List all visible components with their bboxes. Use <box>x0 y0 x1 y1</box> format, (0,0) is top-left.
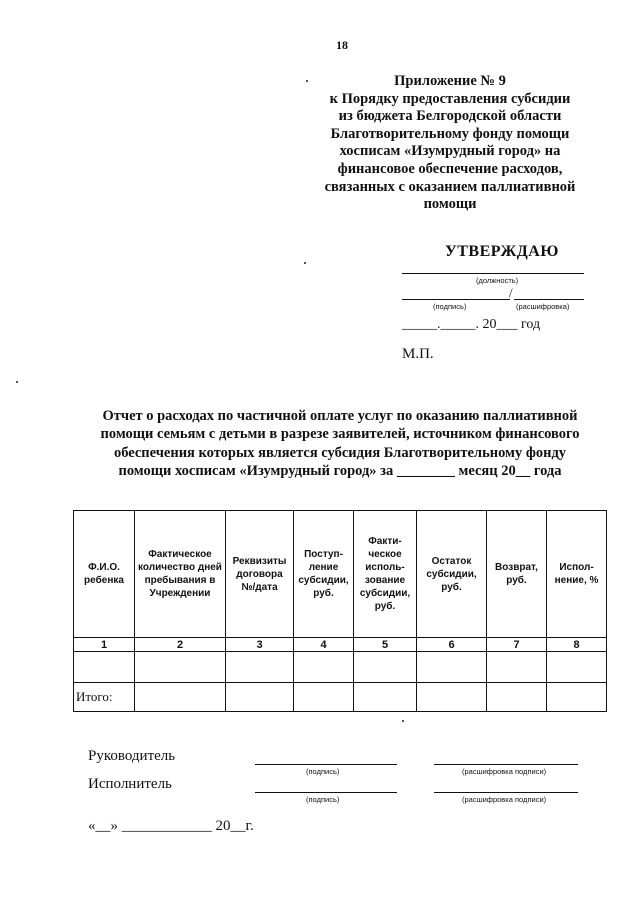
head-decoding-line <box>434 764 578 765</box>
column-number: 4 <box>294 638 354 652</box>
data-cell[interactable] <box>417 652 487 683</box>
head-signature-caption: (подпись) <box>306 767 340 776</box>
appendix-line: связанных с оказанием паллиативной <box>324 178 576 195</box>
data-cell[interactable] <box>354 652 417 683</box>
data-cell[interactable] <box>294 652 354 683</box>
executor-decoding-line <box>434 792 578 793</box>
total-label: Итого: <box>74 683 135 712</box>
column-number-row <box>74 638 607 652</box>
appendix-line: помощи <box>423 196 477 213</box>
total-cell[interactable] <box>226 683 294 712</box>
data-cell[interactable] <box>135 652 226 683</box>
scan-speck <box>16 381 18 383</box>
decoding-line <box>514 299 584 300</box>
data-cell[interactable] <box>487 652 547 683</box>
appendix-line: Благотворительному фонду помощи <box>330 125 570 142</box>
approval-title: УТВЕРЖДАЮ <box>445 243 559 260</box>
slash-separator: / <box>509 285 513 300</box>
column-number: 6 <box>417 638 487 652</box>
table-row <box>74 652 607 683</box>
position-line <box>402 273 584 274</box>
header-cell-contract: Реквизиты договора №/дата <box>226 511 294 638</box>
position-caption: (должность) <box>476 276 519 285</box>
executor-signature-caption: (подпись) <box>306 795 340 804</box>
header-cell-refund: Возврат, руб. <box>487 511 547 638</box>
column-number: 2 <box>135 638 226 652</box>
header-cell-execution: Испол-нение, % <box>547 511 607 638</box>
header-cell-used: Факти-ческое исполь-зование субсидии, руб. <box>354 511 417 638</box>
scan-speck <box>306 80 308 82</box>
scan-speck <box>304 262 306 264</box>
column-number: 8 <box>547 638 607 652</box>
total-cell[interactable] <box>417 683 487 712</box>
header-cell-days: Фактическое количество дней пребывания в Учреждении <box>135 511 226 638</box>
report-title-line: помощи хосписам «Изумрудный город» за ________ месяц 20__ года <box>118 463 562 480</box>
executor-decoding-caption: (расшифровка подписи) <box>462 795 547 804</box>
appendix-line: Приложение № 9 <box>394 73 506 89</box>
page-number: 18 <box>336 38 348 52</box>
data-cell[interactable] <box>547 652 607 683</box>
header-cell-received: Поступ-ление субсидии, руб. <box>294 511 354 638</box>
stamp-placeholder: М.П. <box>402 346 434 362</box>
executor-signature-line <box>255 792 397 793</box>
column-number: 7 <box>487 638 547 652</box>
column-number: 3 <box>226 638 294 652</box>
total-cell[interactable] <box>547 683 607 712</box>
data-cell[interactable] <box>226 652 294 683</box>
appendix-line: к Порядку предоставления субсидии <box>329 90 571 107</box>
head-decoding-caption: (расшифровка подписи) <box>462 767 547 776</box>
report-title-line: Отчет о расходах по частичной оплате услуг по оказанию паллиативной <box>102 408 578 424</box>
column-number: 1 <box>74 638 135 652</box>
appendix-header <box>300 73 600 214</box>
total-cell[interactable] <box>135 683 226 712</box>
report-title-line: помощи семьям с детьми в разрезе заявителей, источником финансового <box>100 426 580 443</box>
report-title-line: обеспечения которых является субсидия Благотворительному фонду <box>113 444 567 461</box>
approval-date: _____._____. 20___ год <box>402 317 541 332</box>
report-table <box>73 510 607 712</box>
signature-caption: (подпись) <box>433 302 467 311</box>
head-label: Руководитель <box>88 748 176 764</box>
signature-line <box>402 299 510 300</box>
data-cell[interactable] <box>74 652 135 683</box>
executor-label: Исполнитель <box>88 776 172 792</box>
scan-speck <box>402 720 404 722</box>
appendix-line: из бюджета Белгородской области <box>338 108 562 125</box>
report-title <box>80 407 600 481</box>
header-cell-balance: Остаток субсидии, руб. <box>417 511 487 638</box>
signature-date: «__» ____________ 20__г. <box>88 818 254 834</box>
total-cell[interactable] <box>354 683 417 712</box>
total-cell[interactable] <box>487 683 547 712</box>
total-row <box>74 683 607 712</box>
total-cell[interactable] <box>294 683 354 712</box>
appendix-line: хосписам «Изумрудный город» на <box>339 143 561 160</box>
decoding-caption: (расшифровка) <box>516 302 570 311</box>
column-number: 5 <box>354 638 417 652</box>
header-cell-name: Ф.И.О. ребенка <box>74 511 135 638</box>
table-header-row <box>74 511 607 638</box>
head-signature-line <box>255 764 397 765</box>
appendix-line: финансовое обеспечение расходов, <box>337 160 563 177</box>
